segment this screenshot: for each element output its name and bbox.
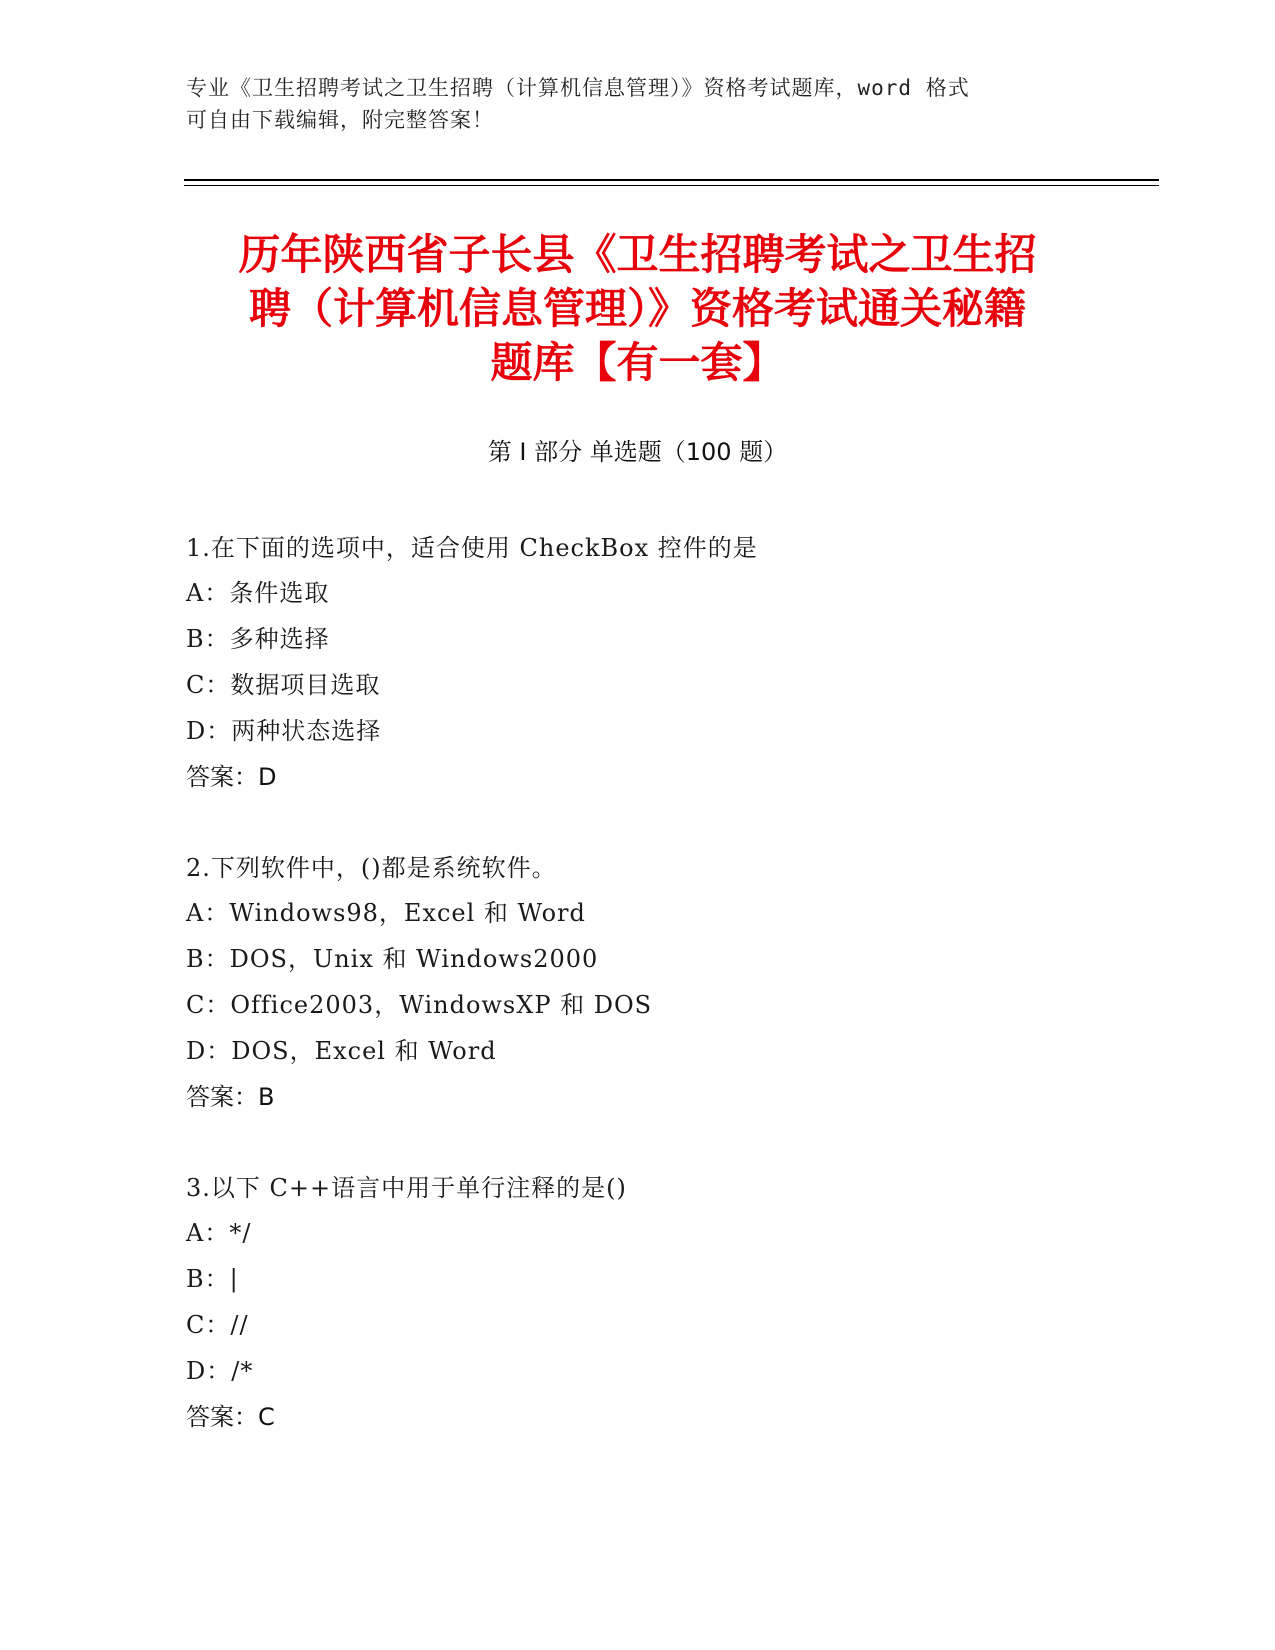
question-stem: 3.以下 C++语言中用于单行注释的是() [186, 1174, 627, 1202]
document-title-line-2: 聘（计算机信息管理）》资格考试通关秘籍 [248, 284, 1026, 333]
option-d: D：DOS，Excel 和 Word [186, 1037, 497, 1065]
option-a: A：*/ [186, 1219, 252, 1247]
option-c: C：数据项目选取 [186, 671, 381, 699]
document-title-line-1: 历年陕西省子长县《卫生招聘考试之卫生招 [238, 230, 1037, 279]
option-b: B：| [186, 1265, 239, 1293]
option-b: B：多种选择 [186, 625, 330, 653]
header-note-line-1: 专业《卫生招聘考试之卫生招聘（计算机信息管理）》资格考试题库，word 格式 [186, 76, 970, 100]
answer-line: 答案：C [186, 1403, 275, 1431]
option-a: A：Windows98，Excel 和 Word [186, 899, 586, 927]
option-a: A：条件选取 [186, 579, 330, 607]
question-stem: 1.在下面的选项中，适合使用 CheckBox 控件的是 [186, 534, 758, 562]
option-d: D：两种状态选择 [186, 717, 382, 745]
header-note [186, 72, 1066, 136]
document-title [180, 228, 1095, 390]
option-c: C：Office2003，WindowsXP 和 DOS [186, 991, 653, 1019]
answer-line: 答案：B [186, 1083, 275, 1111]
option-b: B：DOS，Unix 和 Windows2000 [186, 945, 599, 973]
header-divider-thin [184, 185, 1159, 186]
document-title-line-3: 题库【有一套】 [490, 338, 785, 387]
option-c: C：// [186, 1311, 249, 1339]
option-d: D：/* [186, 1357, 254, 1385]
question-list [186, 526, 1136, 1486]
header-divider-thick [184, 179, 1159, 181]
answer-line: 答案：D [186, 763, 277, 791]
question-2 [186, 846, 1136, 1120]
header-note-line-2: 可自由下载编辑，附完整答案！ [186, 108, 494, 132]
section-title: 第 I 部分 单选题（100 题） [487, 438, 788, 466]
question-stem: 2.下列软件中，()都是系统软件。 [186, 854, 557, 882]
question-3 [186, 1166, 1136, 1440]
question-1 [186, 526, 1136, 800]
